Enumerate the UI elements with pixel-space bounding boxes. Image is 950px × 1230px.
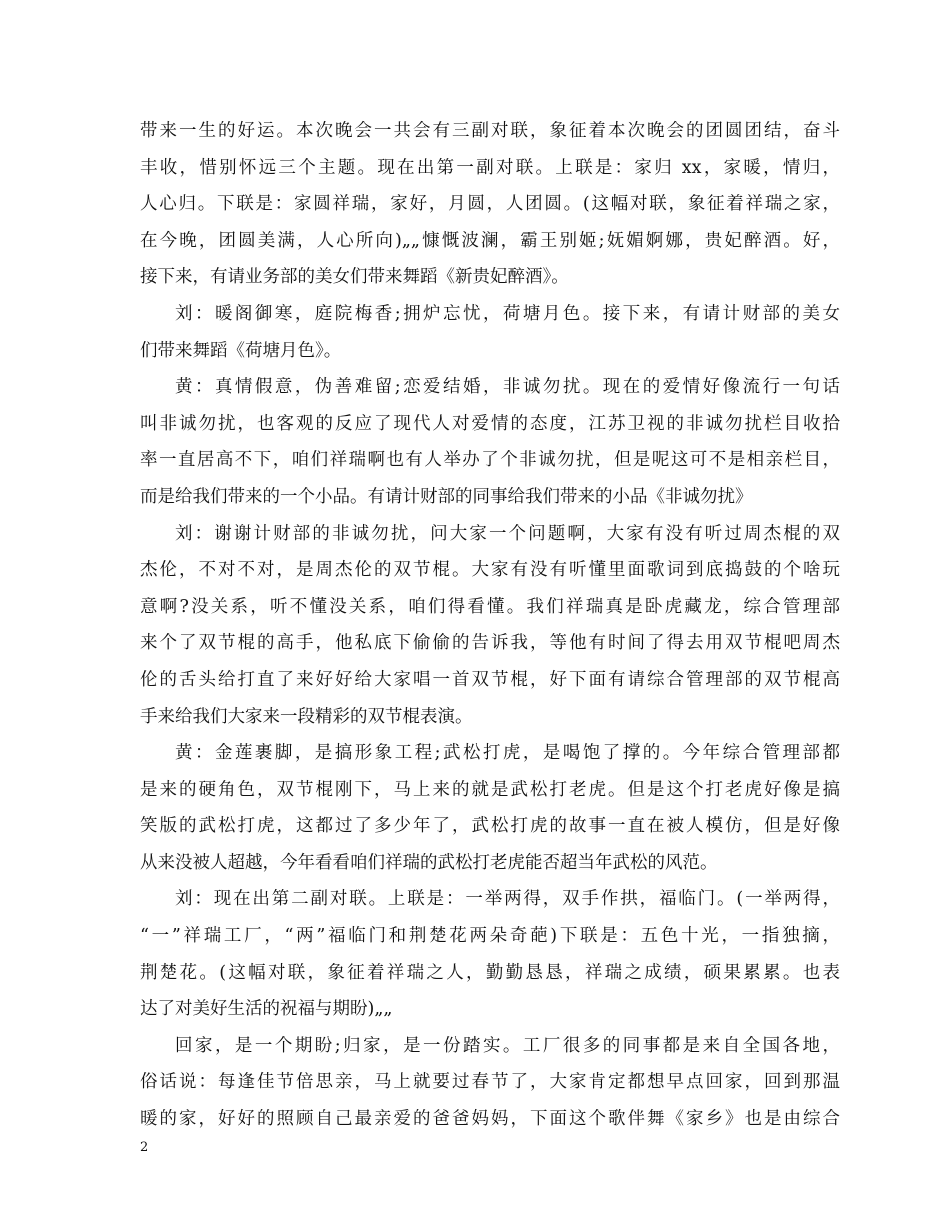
text-line: 刘：暖阁御寒，庭院梅香;拥炉忘忧，荷塘月色。接下来，有请计财部的美女 <box>175 303 840 324</box>
text-line: 在今晚，团圆美满，人心所向)„„慷慨波澜，霸王别姬;妩媚婀娜，贵妃醉酒。好， <box>140 230 840 251</box>
text-line: 回家，是一个期盼;归家，是一份踏实。工厂很多的同事都是来自全国各地， <box>175 1035 840 1056</box>
text-line: 暖的家，好好的照顾自己最亲爱的爸爸妈妈，下面这个歌伴舞《家乡》也是由综合 <box>140 1109 840 1130</box>
text-line: 们带来舞蹈《荷塘月色》。 <box>140 340 342 361</box>
text-line: 杰伦，不对不对，是周杰伦的双节棍。大家有没有听懂里面歌词到底捣鼓的个啥玩 <box>140 560 840 581</box>
page-number: 2 <box>140 1140 149 1155</box>
text-line: 手来给我们大家来一段精彩的双节棍表演。 <box>140 706 473 727</box>
body-text <box>140 113 840 1138</box>
text-line: 带来一生的好运。本次晚会一共会有三副对联，象征着本次晚会的团圆团结，奋斗 <box>140 121 840 141</box>
text-line: 丰收，惜别怀远三个主题。现在出第一副对联。上联是：家归 xx，家暖，情归， <box>140 157 840 178</box>
text-line: 黄：真情假意，伪善难留;恋爱结婚，非诚勿扰。现在的爱情好像流行一句话 <box>175 377 840 398</box>
text-line: 伦的舌头给打直了来好好给大家唱一首双节棍，好下面有请综合管理部的双节棍高 <box>140 669 840 690</box>
text-line: 黄：金莲裹脚，是搞形象工程;武松打虎，是喝饱了撑的。今年综合管理部都 <box>175 743 840 764</box>
text-line: 接下来，有请业务部的美女们带来舞蹈《新贵妃醉酒》。 <box>140 267 569 288</box>
text-line: 来个了双节棍的高手，他私底下偷偷的告诉我，等他有时间了得去用双节棍吧周杰 <box>140 633 840 654</box>
text-line: 是来的硬角色，双节棍刚下，马上来的就是武松打老虎。但是这个打老虎好像是搞 <box>140 779 840 800</box>
text-line: 而是给我们带来的一个小品。有请计财部的同事给我们带来的小品《非诚勿扰》 <box>140 486 753 507</box>
text-line: 率一直居高不下，咱们祥瑞啊也有人举办了个非诚勿扰，但是呢这可不是相亲栏目， <box>140 450 840 471</box>
text-line: 刘：现在出第二副对联。上联是：一举两得，双手作拱，福临门。(一举两得， <box>175 889 840 910</box>
text-line: 人心归。下联是：家圆祥瑞，家好，月圆，人团圆。(这幅对联，象征着祥瑞之家， <box>140 194 840 215</box>
text-line: 从来没被人超越，今年看看咱们祥瑞的武松打老虎能否超当年武松的风范。 <box>140 852 718 873</box>
text-line: “一”祥瑞工厂，“两”福临门和荆楚花两朵奇葩)下联是：五色十光，一指独摘， <box>140 926 840 947</box>
text-line: 叫非诚勿扰，也客观的反应了现代人对爱情的态度，江苏卫视的非诚勿扰栏目收拾 <box>140 413 840 434</box>
text-line: 刘：谢谢计财部的非诚勿扰，问大家一个问题啊，大家有没有听过周杰棍的双 <box>175 523 840 544</box>
text-line: 笑版的武松打虎，这都过了多少年了，武松打虎的故事一直在被人模仿，但是好像 <box>140 816 840 837</box>
text-line: 俗话说：每逢佳节倍思亲，马上就要过春节了，大家肯定都想早点回家，回到那温 <box>140 1072 840 1093</box>
text-line: 荆楚花。(这幅对联，象征着祥瑞之人，勤勤恳恳，祥瑞之成绩，硕果累累。也表 <box>140 962 840 983</box>
text-line: 意啊?没关系，听不懂没关系，咱们得看懂。我们祥瑞真是卧虎藏龙，综合管理部 <box>140 596 840 617</box>
text-line: 达了对美好生活的祝福与期盼)„„ <box>140 999 393 1020</box>
